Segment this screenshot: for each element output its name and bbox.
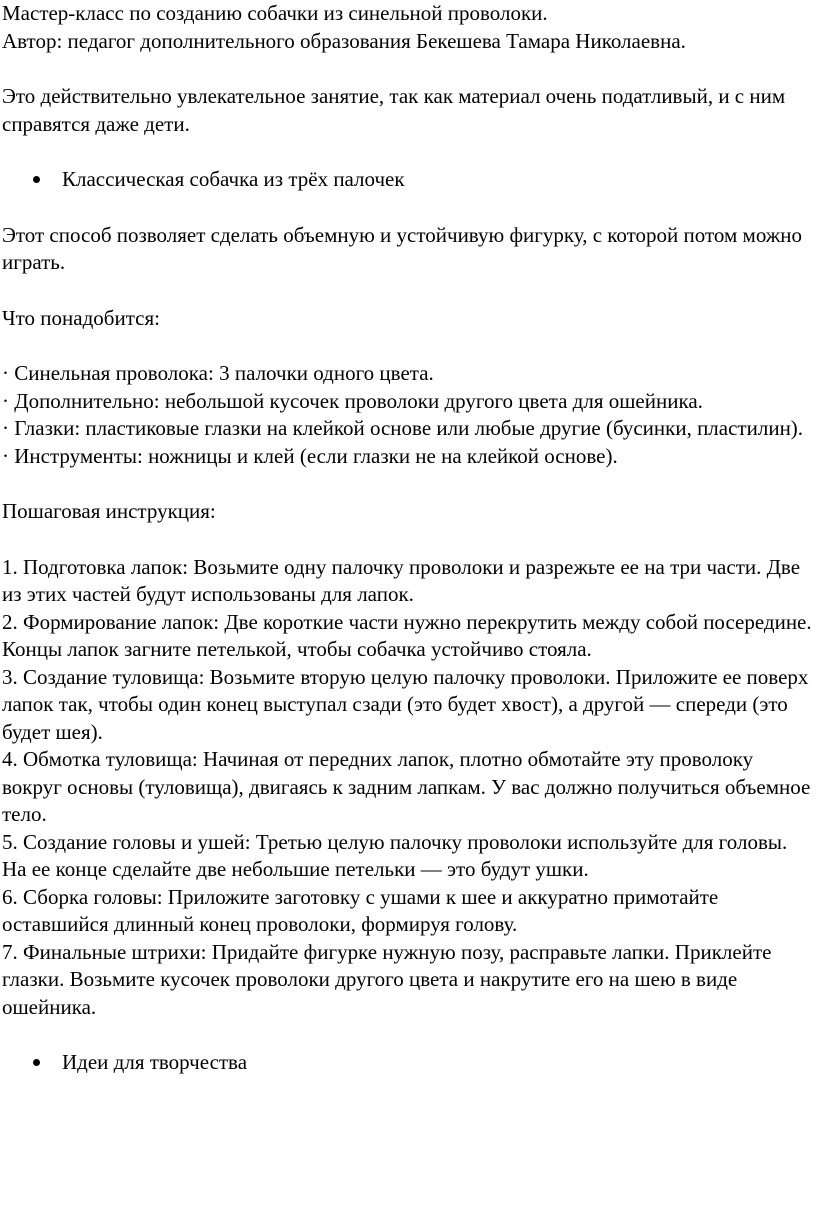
step-item: 1. Подготовка лапок: Возьмите одну палочку проволоки и разрежьте ее на три части. Две из этих частей будут использованы для лапок.	[2, 554, 801, 606]
intro-paragraph: Это действительно увлекательное занятие, так как материал очень податливый, и с ним справятся даже дети.	[2, 84, 786, 136]
needs-heading: Что понадобится:	[2, 305, 160, 330]
document-title: Мастер-класс по созданию собачки из синельной проволоки.	[2, 1, 548, 25]
step-item: 7. Финальные штрихи: Придайте фигурке нужную позу, расправьте лапки. Приклейте глазки. Возьмите кусочек проволоки другого цвета и накрутите его на шею в виде ошейника.	[2, 939, 772, 1019]
spacer	[2, 194, 816, 222]
bullet-dot-icon	[33, 176, 40, 183]
spacer	[2, 138, 816, 166]
spacer	[2, 277, 816, 305]
author-line: Автор: педагог дополнительного образования Бекешева Тамара Николаевна.	[2, 28, 686, 53]
spacer	[2, 526, 816, 554]
bullet-text: Идеи для творчества	[62, 1050, 248, 1074]
material-item: · Синельная проволока: 3 палочки одного цвета.	[2, 361, 434, 385]
bullet-item-classic	[2, 166, 816, 194]
bullet-dot-icon	[33, 1059, 40, 1066]
spacer	[2, 55, 816, 83]
step-item: 3. Создание туловища: Возьмите вторую целую палочку проволоки. Приложите ее поверх лапок так, чтобы один конец выступал сзади (это будет хвост), а другой — спереди (это будет шея).	[2, 664, 809, 744]
step-item: 6. Сборка головы: Приложите заготовку с ушами к шее и аккуратно примотайте оставшийся длинный конец проволоки, формируя голову.	[2, 884, 719, 936]
material-item: · Глазки: пластиковые глазки на клейкой основе или любые другие (бусинки, пластилин).	[2, 416, 804, 440]
material-item: · Дополнительно: небольшой кусочек проволоки другого цвета для ошейника.	[2, 388, 703, 413]
bullet-text: Классическая собачка из трёх палочек	[62, 167, 405, 191]
method-paragraph: Этот способ позволяет сделать объемную и устойчивую фигурку, с которой потом можно играть.	[2, 222, 803, 274]
step-item: 2. Формирование лапок: Две короткие части нужно перекрутить между собой посередине. Концы лапок загните петелькой, чтобы собачка устойчиво стояла.	[2, 609, 812, 661]
material-item: · Инструменты: ножницы и клей (если глазки не на клейкой основе).	[2, 443, 618, 468]
spacer	[2, 1021, 816, 1049]
step-item: 4. Обмотка туловища: Начиная от передних лапок, плотно обмотайте эту проволоку вокруг основы (туловища), двигаясь к задним лапкам. У вас должно получиться объемное тело.	[2, 747, 811, 826]
steps-heading: Пошаговая инструкция:	[2, 499, 216, 523]
spacer	[2, 332, 816, 360]
bullet-item-ideas	[2, 1049, 816, 1077]
spacer	[2, 470, 816, 498]
step-item: 5. Создание головы и ушей: Третью целую палочку проволоки используйте для головы. На ее конце сделайте две небольшие петельки — это будут ушки.	[2, 829, 788, 881]
